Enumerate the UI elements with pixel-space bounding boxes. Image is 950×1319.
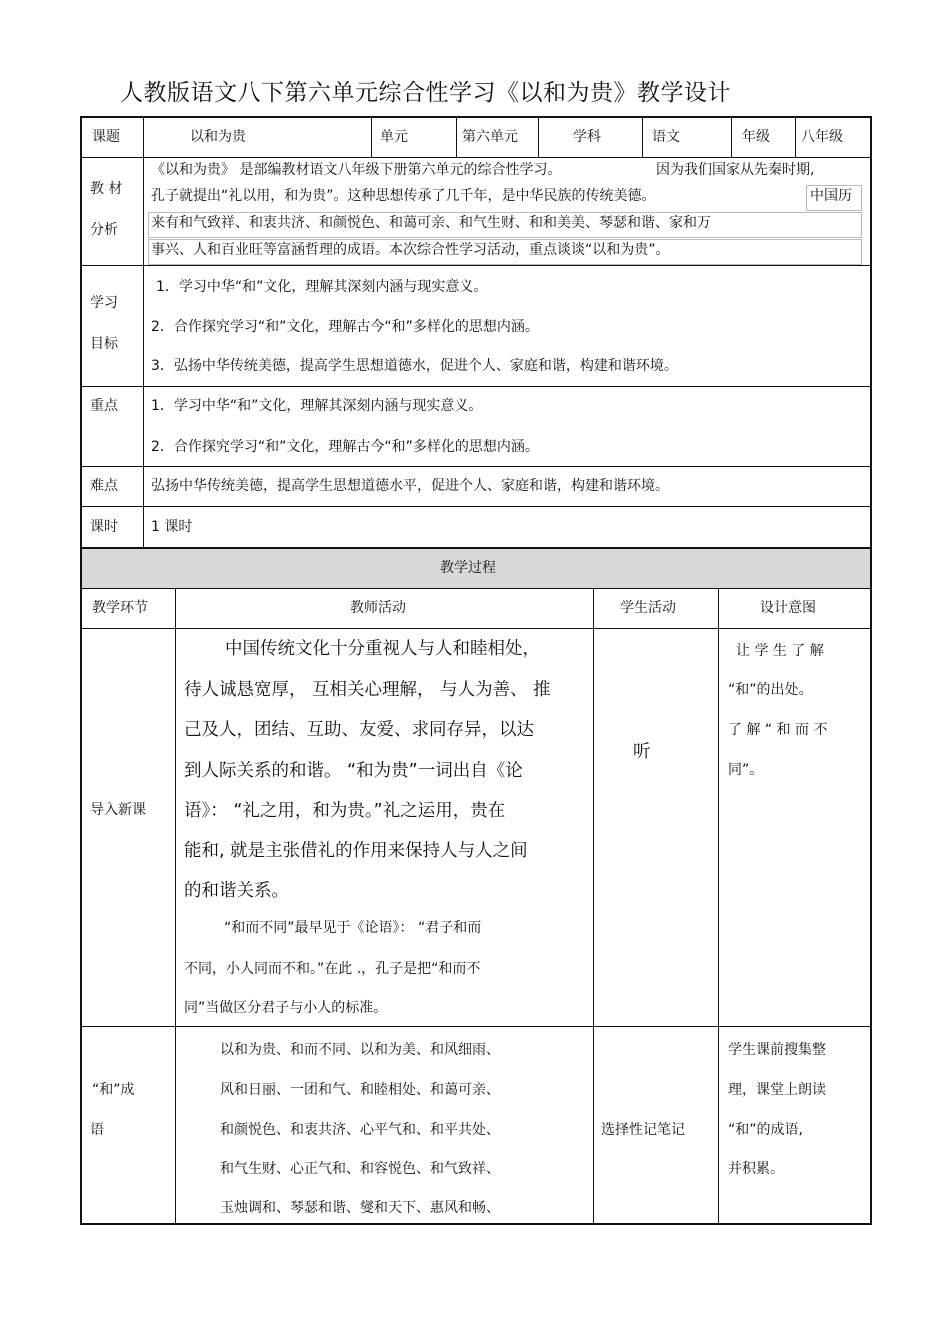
teacher-line: “和而不同”最早见于《论语》： “君子和而 xyxy=(224,920,482,936)
analysis-line: 《以和为贵》 是部编教材语文八年级下册第六单元的综合性学习。 xyxy=(151,162,562,178)
stage-idioms: 语 xyxy=(90,1122,104,1138)
col-header-stage: 教学环节 xyxy=(92,600,148,616)
teacher-line: 风和日丽、一团和气、和睦相处、和蔼可亲、 xyxy=(220,1082,500,1098)
student-activity-notes: 选择性记笔记 xyxy=(601,1122,685,1138)
analysis-label: 教 材 xyxy=(90,181,123,197)
teacher-line: 的和谐关系。 xyxy=(184,881,289,901)
row-divider xyxy=(80,157,872,158)
hours-label: 课时 xyxy=(90,519,118,535)
teacher-line: 不同，小人同而不和。”在此 .，孔子是把“和而不 xyxy=(184,961,481,977)
col-divider xyxy=(456,116,457,157)
teacher-line: 到人际关系的和谐。 “和为贵”一词出自《论 xyxy=(184,761,523,781)
col-divider xyxy=(143,116,144,547)
teacher-line: 以和为贵、和而不同、以和为美、和风细雨、 xyxy=(220,1042,500,1058)
col-divider xyxy=(175,588,176,1224)
process-title: 教学过程 xyxy=(440,560,496,576)
table-left-border xyxy=(80,116,82,1224)
teacher-line: 和颜悦色、和衷共济、心平气和、和平共处、 xyxy=(220,1122,500,1138)
col-divider xyxy=(593,588,594,1224)
row-divider xyxy=(80,588,872,589)
teacher-line: 待人诚恳宽厚， 互相关心理解， 与人为善、 推 xyxy=(184,680,551,700)
col-divider xyxy=(795,116,796,157)
col-header-intent: 设计意图 xyxy=(760,600,816,616)
row-divider xyxy=(80,386,872,387)
col-divider xyxy=(731,116,732,157)
goal-item: 1．学习中华“和”文化，理解其深刻内涵与现实意义。 xyxy=(156,279,488,295)
subject-value: 语文 xyxy=(652,129,680,145)
goals-label: 目标 xyxy=(90,336,118,352)
col-divider xyxy=(538,116,539,157)
table-bottom-border xyxy=(80,1223,872,1225)
goal-item: 3．弘扬中华传统美德，提高学生思想道德水，促进个人、家庭和谐，构建和谐环境。 xyxy=(151,358,678,374)
row-divider xyxy=(80,547,872,549)
intent-line: 了 解 “ 和 而 不 xyxy=(728,722,828,738)
analysis-line: 来有和气致祥、和衷共济、和颜悦色、和蔼可亲、和气生财、和和美美、琴瑟和谐、家和万 xyxy=(151,215,711,231)
unit-value: 第六单元 xyxy=(462,129,518,145)
row-divider xyxy=(80,506,872,507)
difficulties-label: 难点 xyxy=(90,478,118,494)
teacher-line: 同”当做区分君子与小人的标准。 xyxy=(184,1000,388,1016)
goal-item: 2．合作探究学习“和”文化，理解古今“和”多样化的思想内涵。 xyxy=(151,319,539,335)
table-top-border xyxy=(80,116,872,118)
intent-line: 并积累。 xyxy=(728,1161,784,1177)
row-divider xyxy=(80,1026,872,1027)
topic-label: 课题 xyxy=(92,129,120,145)
analysis-line: 孔子就提出“礼以用，和为贵”。这种思想传承了几千年，是中华民族的传统美德。 xyxy=(151,188,656,204)
analysis-label: 分析 xyxy=(90,222,118,238)
intent-line: 让 学 生 了 解 xyxy=(736,643,824,659)
analysis-line: 中国历 xyxy=(810,188,852,204)
table-right-border xyxy=(870,116,872,1224)
difficulties-text: 弘扬中华传统美德，提高学生思想道德水平，促进个人、家庭和谐，构建和谐环境。 xyxy=(151,478,669,494)
subject-label: 学科 xyxy=(573,129,601,145)
teacher-line: 和气生财、心正气和、和容悦色、和气致祥、 xyxy=(220,1161,500,1177)
col-header-teacher: 教师活动 xyxy=(350,600,406,616)
key-points-label: 重点 xyxy=(90,398,118,414)
intent-line: “和”的成语, xyxy=(728,1122,803,1138)
teacher-line: 玉烛调和、琴瑟和谐、燮和天下、惠风和畅、 xyxy=(220,1200,500,1216)
row-divider xyxy=(80,466,872,467)
teacher-line: 能和, 就是主张借礼的作用来保持人与人之间 xyxy=(184,841,528,861)
col-divider xyxy=(718,588,719,1224)
key-point-item: 1．学习中华“和”文化，理解其深刻内涵与现实意义。 xyxy=(151,398,483,414)
intent-line: “和”的出处。 xyxy=(728,682,813,698)
student-activity-listen: 听 xyxy=(633,742,651,762)
unit-label: 单元 xyxy=(380,129,408,145)
row-divider xyxy=(80,628,872,629)
intent-line: 理，课堂上朗读 xyxy=(728,1082,826,1098)
teacher-line: 己及人，团结、互助、友爱、求同存异，以达 xyxy=(184,720,534,740)
teacher-line: 中国传统文化十分重视人与人和睦相处， xyxy=(225,639,540,659)
key-point-item: 2．合作探究学习“和”文化，理解古今“和”多样化的思想内涵。 xyxy=(151,439,539,455)
intent-line: 学生课前搜集整 xyxy=(728,1042,826,1058)
page-title: 人教版语文八下第六单元综合性学习《以和为贵》教学设计 xyxy=(120,80,731,106)
topic-value: 以和为贵 xyxy=(190,129,246,145)
col-header-student: 学生活动 xyxy=(620,600,676,616)
stage-intro: 导入新课 xyxy=(90,802,146,818)
analysis-line: 事兴、人和百业旺等富涵哲理的成语。本次综合性学习活动，重点谈谈“以和为贵”。 xyxy=(151,242,670,258)
goals-label: 学习 xyxy=(90,295,118,311)
col-divider xyxy=(371,116,372,157)
intent-line: 同”。 xyxy=(728,762,764,778)
row-divider xyxy=(80,265,872,266)
grade-value: 八年级 xyxy=(801,129,843,145)
hours-value: 1 课时 xyxy=(151,519,193,535)
analysis-line: 因为我们国家从先秦时期, xyxy=(656,162,815,178)
stage-idioms: “和”成 xyxy=(92,1082,135,1098)
grade-label: 年级 xyxy=(742,129,770,145)
col-divider xyxy=(642,116,643,157)
teacher-line: 语》： “礼之用，和为贵。”礼之运用，贵在 xyxy=(184,801,506,821)
